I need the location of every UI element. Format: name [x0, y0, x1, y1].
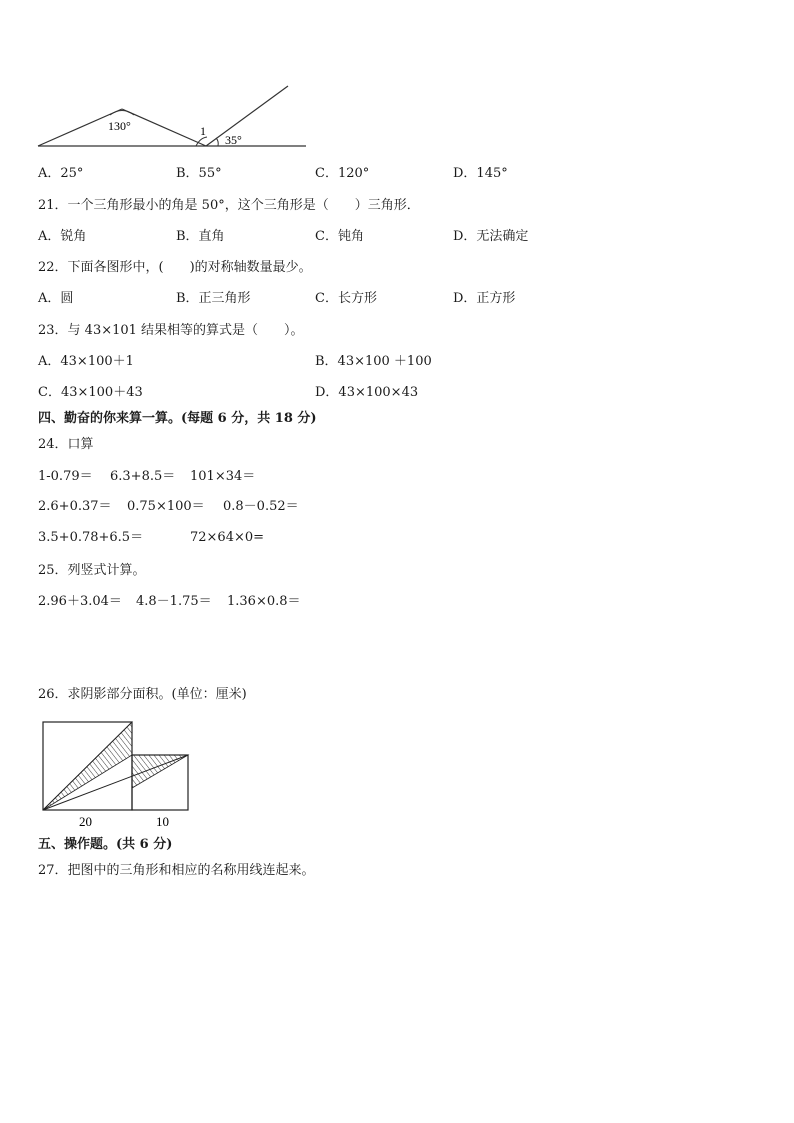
- q23-option-b[interactable]: B．43×100 ＋100: [315, 354, 432, 369]
- q24-item: 72×64×0=: [190, 530, 265, 545]
- q21-option-a[interactable]: A．锐角: [38, 229, 87, 244]
- q25-item: 2.96＋3.04＝: [38, 594, 122, 609]
- angle-label-130: 130°: [108, 119, 131, 133]
- q23-option-c[interactable]: C．43×100＋43: [38, 385, 143, 400]
- shaded-area-figure: [36, 715, 196, 830]
- q24-stem: 24．口算: [38, 437, 94, 452]
- section-5-title: 五、操作题。(共 6 分): [38, 837, 173, 852]
- q24-item: 3.5+0.78+6.5＝: [38, 530, 144, 545]
- q24-item: 6.3+8.5＝: [110, 469, 176, 484]
- q20-option-b[interactable]: B．55°: [176, 166, 222, 181]
- q22-option-b[interactable]: B．正三角形: [176, 291, 251, 306]
- q20-option-c[interactable]: C．120°: [315, 166, 370, 181]
- q21-option-c[interactable]: C．钝角: [315, 229, 364, 244]
- q22-stem: 22．下面各图形中，( )的对称轴数量最少。: [38, 260, 312, 275]
- dimension-label-20: 20: [79, 814, 92, 829]
- dimension-label-10: 10: [156, 814, 169, 829]
- q23-stem: 23．与 43×101 结果相等的算式是（ ）。: [38, 323, 304, 338]
- q27-stem: 27．把图中的三角形和相应的名称用线连起来。: [38, 863, 315, 878]
- q25-stem: 25．列竖式计算。: [38, 563, 146, 578]
- q21-option-b[interactable]: B．直角: [176, 229, 225, 244]
- q23-option-a[interactable]: A．43×100＋1: [38, 354, 134, 369]
- section-4-title: 四、勤奋的你来算一算。(每题 6 分，共 18 分): [38, 411, 317, 426]
- q24-item: 101×34＝: [190, 469, 256, 484]
- q21-stem: 21．一个三角形最小的角是 50°，这个三角形是（ ）三角形．: [38, 198, 420, 213]
- q25-item: 1.36×0.8＝: [227, 594, 301, 609]
- q20-option-a[interactable]: A．25°: [38, 166, 84, 181]
- q25-item: 4.8－1.75＝: [136, 594, 212, 609]
- angle-label-35: 35°: [225, 133, 242, 147]
- q23-option-d[interactable]: D．43×100×43: [315, 385, 419, 400]
- q22-option-a[interactable]: A．圆: [38, 291, 74, 306]
- q24-item: 0.8－0.52＝: [223, 499, 299, 514]
- q24-item: 1-0.79＝: [38, 469, 93, 484]
- q20-option-d[interactable]: D．145°: [453, 166, 508, 181]
- q21-option-d[interactable]: D．无法确定: [453, 229, 529, 244]
- q24-item: 2.6+0.37＝: [38, 499, 112, 514]
- angle-figure: [30, 80, 320, 155]
- q22-option-c[interactable]: C．长方形: [315, 291, 377, 306]
- q22-option-d[interactable]: D．正方形: [453, 291, 516, 306]
- q26-stem: 26．求阴影部分面积。(单位：厘米): [38, 687, 247, 702]
- angle-label-1: 1: [200, 124, 206, 138]
- q24-item: 0.75×100＝: [127, 499, 205, 514]
